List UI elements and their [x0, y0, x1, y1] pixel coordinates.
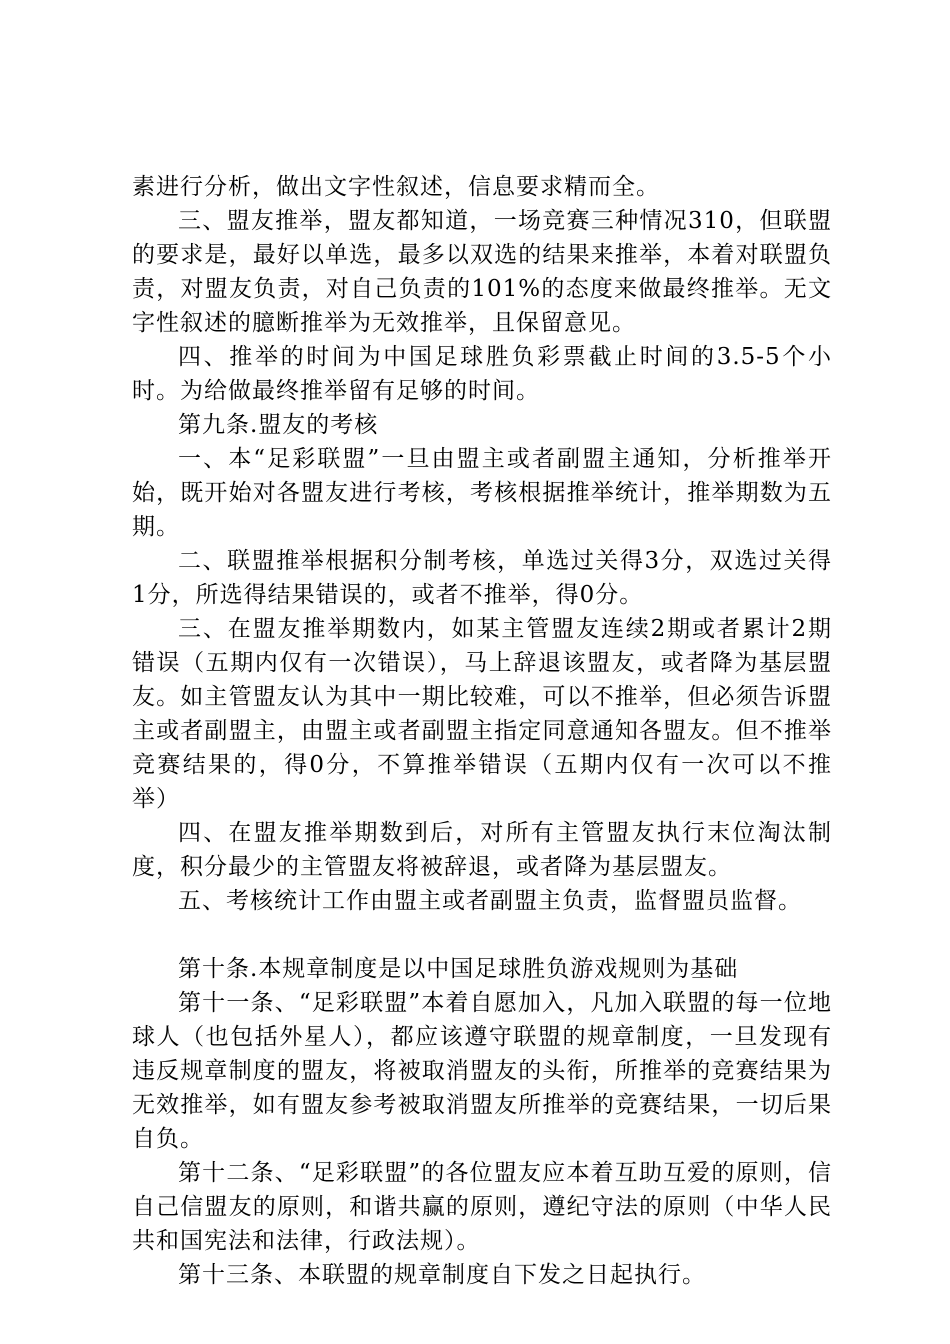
paragraph-recommendation-rules: 三、盟友推举，盟友都知道，一场竞赛三种情况310，但联盟的要求是，最好以单选，最多以双选的结果来推举，本着对联盟负责，对盟友负责，对自己负责的101%的态度来做最终推举。无文字性叙述的臆断推举为无效推举，且保留意见。 — [132, 208, 832, 336]
paragraph-recommendation-time: 四、推举的时间为中国足球胜负彩票截止时间的3.5-5个小时。为给做最终推举留有足够的时间。 — [132, 344, 832, 404]
paragraph-article-12: 第十二条、“足彩联盟”的各位盟友应本着互助互爱的原则，信自己信盟友的原则，和谐共赢的原则，遵纪守法的原则（中华人民共和国宪法和法律，行政法规）。 — [132, 1160, 832, 1254]
paragraph-continuation: 素进行分析，做出文字性叙述，信息要求精而全。 — [132, 174, 660, 200]
paragraph-assessment-start: 一、本“足彩联盟”一旦由盟主或者副盟主通知，分析推举开始，既开始对各盟友进行考核，考核根据推举统计，推举期数为五期。 — [132, 446, 832, 540]
paragraph-article-11: 第十一条、“足彩联盟”本着自愿加入，凡加入联盟的每一位地球人（也包括外星人），都应该遵守联盟的规章制度，一旦发现有违反规章制度的盟友，将被取消盟友的头衔，所推举的竞赛结果为无效推举，如有盟友参考被取消盟友所推举的竞赛结果，一切后果自负。 — [132, 990, 832, 1152]
paragraph-assessment-errors: 三、在盟友推举期数内，如某主管盟友连续2期或者累计2期错误（五期内仅有一次错误），马上辞退该盟友，或者降为基层盟友。如主管盟友认为其中一期比较难，可以不推举，但必须告诉盟主或者副盟主，由盟主或者副盟主指定同意通知各盟友。但不推举竞赛结果的，得0分，不算推举错误（五期内仅有一次可以不推举） — [132, 616, 832, 812]
paragraph-elimination: 四、在盟友推举期数到后，对所有主管盟友执行末位淘汰制度，积分最少的主管盟友将被辞退，或者降为基层盟友。 — [132, 820, 832, 880]
paragraph-assessment-points: 二、联盟推举根据积分制考核，单选过关得3分，双选过关得1分，所选得结果错误的，或者不推举，得0分。 — [132, 548, 832, 608]
heading-article-9: 第九条.盟友的考核 — [178, 412, 379, 438]
paragraph-statistics: 五、考核统计工作由盟主或者副盟主负责，监督盟员监督。 — [178, 888, 802, 914]
heading-article-10: 第十条.本规章制度是以中国足球胜负游戏规则为基础 — [178, 956, 739, 982]
document-body — [132, 170, 832, 1292]
paragraph-article-13: 第十三条、本联盟的规章制度自下发之日起执行。 — [178, 1262, 706, 1288]
